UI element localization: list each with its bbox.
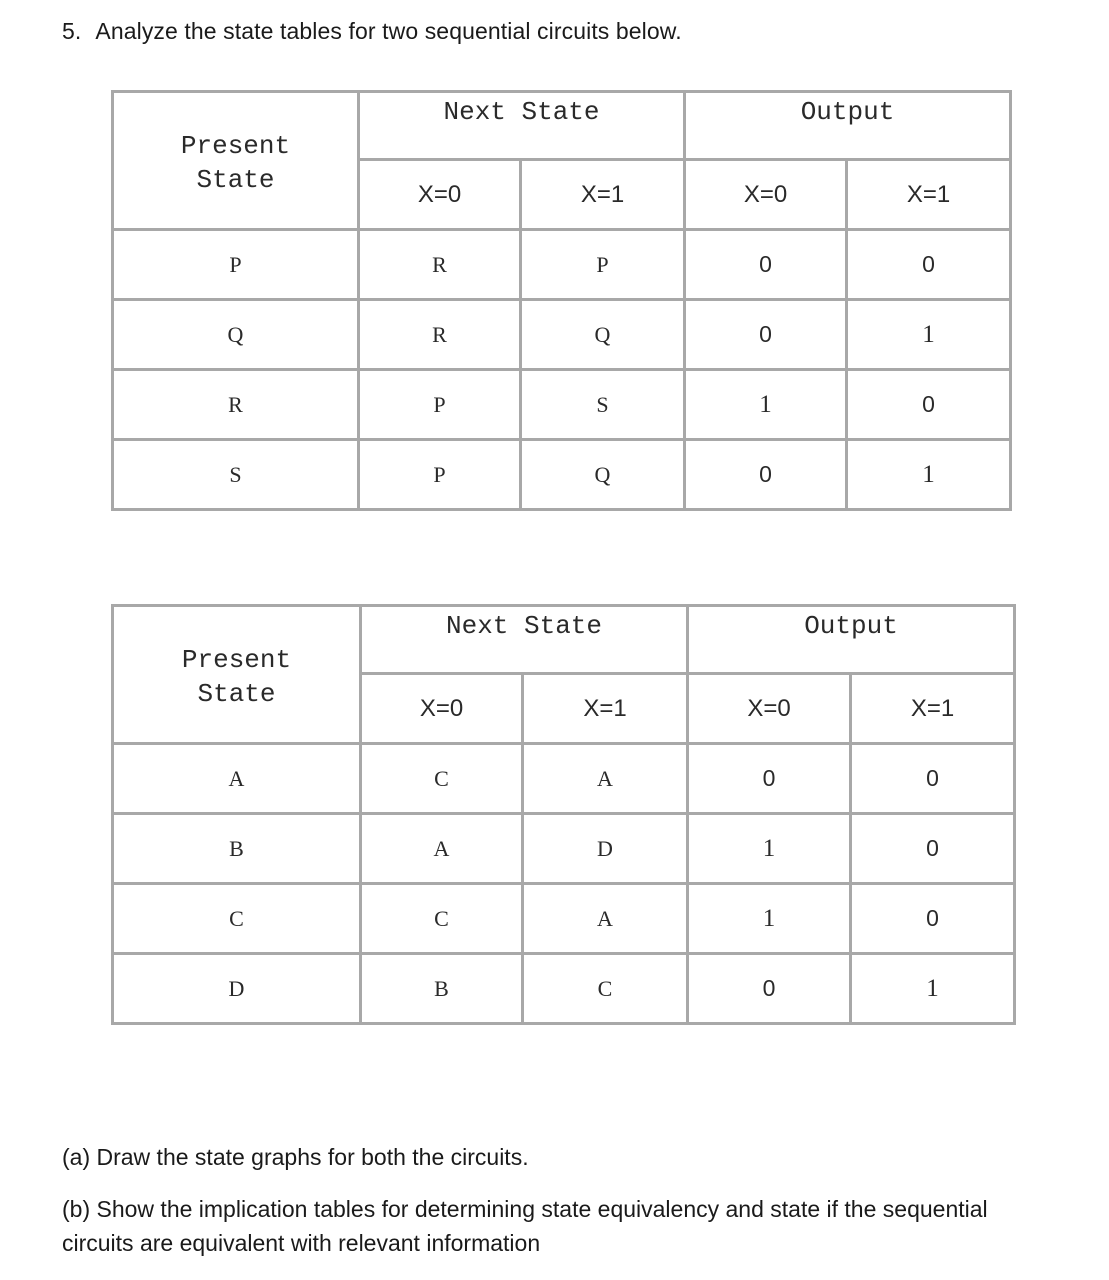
next-state-header: Next State bbox=[361, 606, 688, 674]
next-state-x0-cell: B bbox=[361, 954, 523, 1024]
output-x1-cell: 1 bbox=[847, 440, 1011, 510]
question-number: 5. bbox=[62, 18, 82, 44]
present-state-header-line1: Present bbox=[180, 130, 291, 161]
table-row bbox=[113, 230, 1011, 300]
part-b-text: (b) Show the implication tables for determining state equivalency and state if the sequential circuits are equivalent with relevant information bbox=[62, 1196, 988, 1256]
question-heading bbox=[62, 18, 682, 45]
present-state-header-line2: State bbox=[197, 678, 276, 709]
present-state-header bbox=[113, 606, 361, 744]
output-header: Output bbox=[685, 92, 1011, 160]
sub-header-next-x0: X=0 bbox=[361, 674, 523, 744]
present-state-cell: Q bbox=[113, 300, 359, 370]
next-state-x0-cell: C bbox=[361, 744, 523, 814]
table-row bbox=[113, 370, 1011, 440]
next-state-x0-cell: R bbox=[359, 300, 521, 370]
next-state-x0-cell: P bbox=[359, 440, 521, 510]
output-x1-cell: 0 bbox=[851, 744, 1015, 814]
output-x1-cell: 0 bbox=[847, 370, 1011, 440]
output-x1-cell: 1 bbox=[847, 300, 1011, 370]
output-x1-cell: 0 bbox=[851, 814, 1015, 884]
question-text: Analyze the state tables for two sequential circuits below. bbox=[95, 18, 682, 44]
table-row bbox=[113, 884, 1015, 954]
sub-header-next-x0: X=0 bbox=[359, 160, 521, 230]
next-state-x1-cell: S bbox=[521, 370, 685, 440]
table-row bbox=[113, 954, 1015, 1024]
present-state-cell: R bbox=[113, 370, 359, 440]
output-x0-cell: 0 bbox=[688, 744, 851, 814]
next-state-x0-cell: R bbox=[359, 230, 521, 300]
part-a-text: (a) Draw the state graphs for both the circuits. bbox=[62, 1144, 529, 1170]
question-parts bbox=[62, 1140, 1062, 1260]
present-state-cell: D bbox=[113, 954, 361, 1024]
next-state-x0-cell: A bbox=[361, 814, 523, 884]
present-state-cell: C bbox=[113, 884, 361, 954]
output-x0-cell: 0 bbox=[685, 300, 847, 370]
sub-header-out-x1: X=1 bbox=[851, 674, 1015, 744]
next-state-x1-cell: A bbox=[523, 884, 688, 954]
next-state-x0-cell: C bbox=[361, 884, 523, 954]
next-state-x1-cell: Q bbox=[521, 440, 685, 510]
next-state-x1-cell: P bbox=[521, 230, 685, 300]
next-state-header: Next State bbox=[359, 92, 685, 160]
output-x1-cell: 0 bbox=[851, 884, 1015, 954]
table-row bbox=[113, 814, 1015, 884]
output-x0-cell: 0 bbox=[685, 230, 847, 300]
output-x0-cell: 0 bbox=[688, 954, 851, 1024]
output-x0-cell: 0 bbox=[685, 440, 847, 510]
output-x1-cell: 1 bbox=[851, 954, 1015, 1024]
output-x0-cell: 1 bbox=[685, 370, 847, 440]
present-state-cell: P bbox=[113, 230, 359, 300]
output-x0-cell: 1 bbox=[688, 814, 851, 884]
sub-header-out-x0: X=0 bbox=[685, 160, 847, 230]
sub-header-out-x0: X=0 bbox=[688, 674, 851, 744]
present-state-header-line1: Present bbox=[181, 644, 292, 675]
present-state-cell: S bbox=[113, 440, 359, 510]
present-state-header-line2: State bbox=[196, 164, 275, 195]
present-state-cell: A bbox=[113, 744, 361, 814]
present-state-cell: B bbox=[113, 814, 361, 884]
state-table-1 bbox=[111, 90, 1012, 511]
next-state-x1-cell: A bbox=[523, 744, 688, 814]
output-header: Output bbox=[688, 606, 1015, 674]
sub-header-next-x1: X=1 bbox=[521, 160, 685, 230]
next-state-x1-cell: C bbox=[523, 954, 688, 1024]
next-state-x0-cell: P bbox=[359, 370, 521, 440]
state-table-2 bbox=[111, 604, 1016, 1025]
output-x0-cell: 1 bbox=[688, 884, 851, 954]
table-row bbox=[113, 300, 1011, 370]
sub-header-next-x1: X=1 bbox=[523, 674, 688, 744]
next-state-x1-cell: D bbox=[523, 814, 688, 884]
present-state-header bbox=[113, 92, 359, 230]
table-row bbox=[113, 744, 1015, 814]
sub-header-out-x1: X=1 bbox=[847, 160, 1011, 230]
next-state-x1-cell: Q bbox=[521, 300, 685, 370]
output-x1-cell: 0 bbox=[847, 230, 1011, 300]
table-row bbox=[113, 440, 1011, 510]
